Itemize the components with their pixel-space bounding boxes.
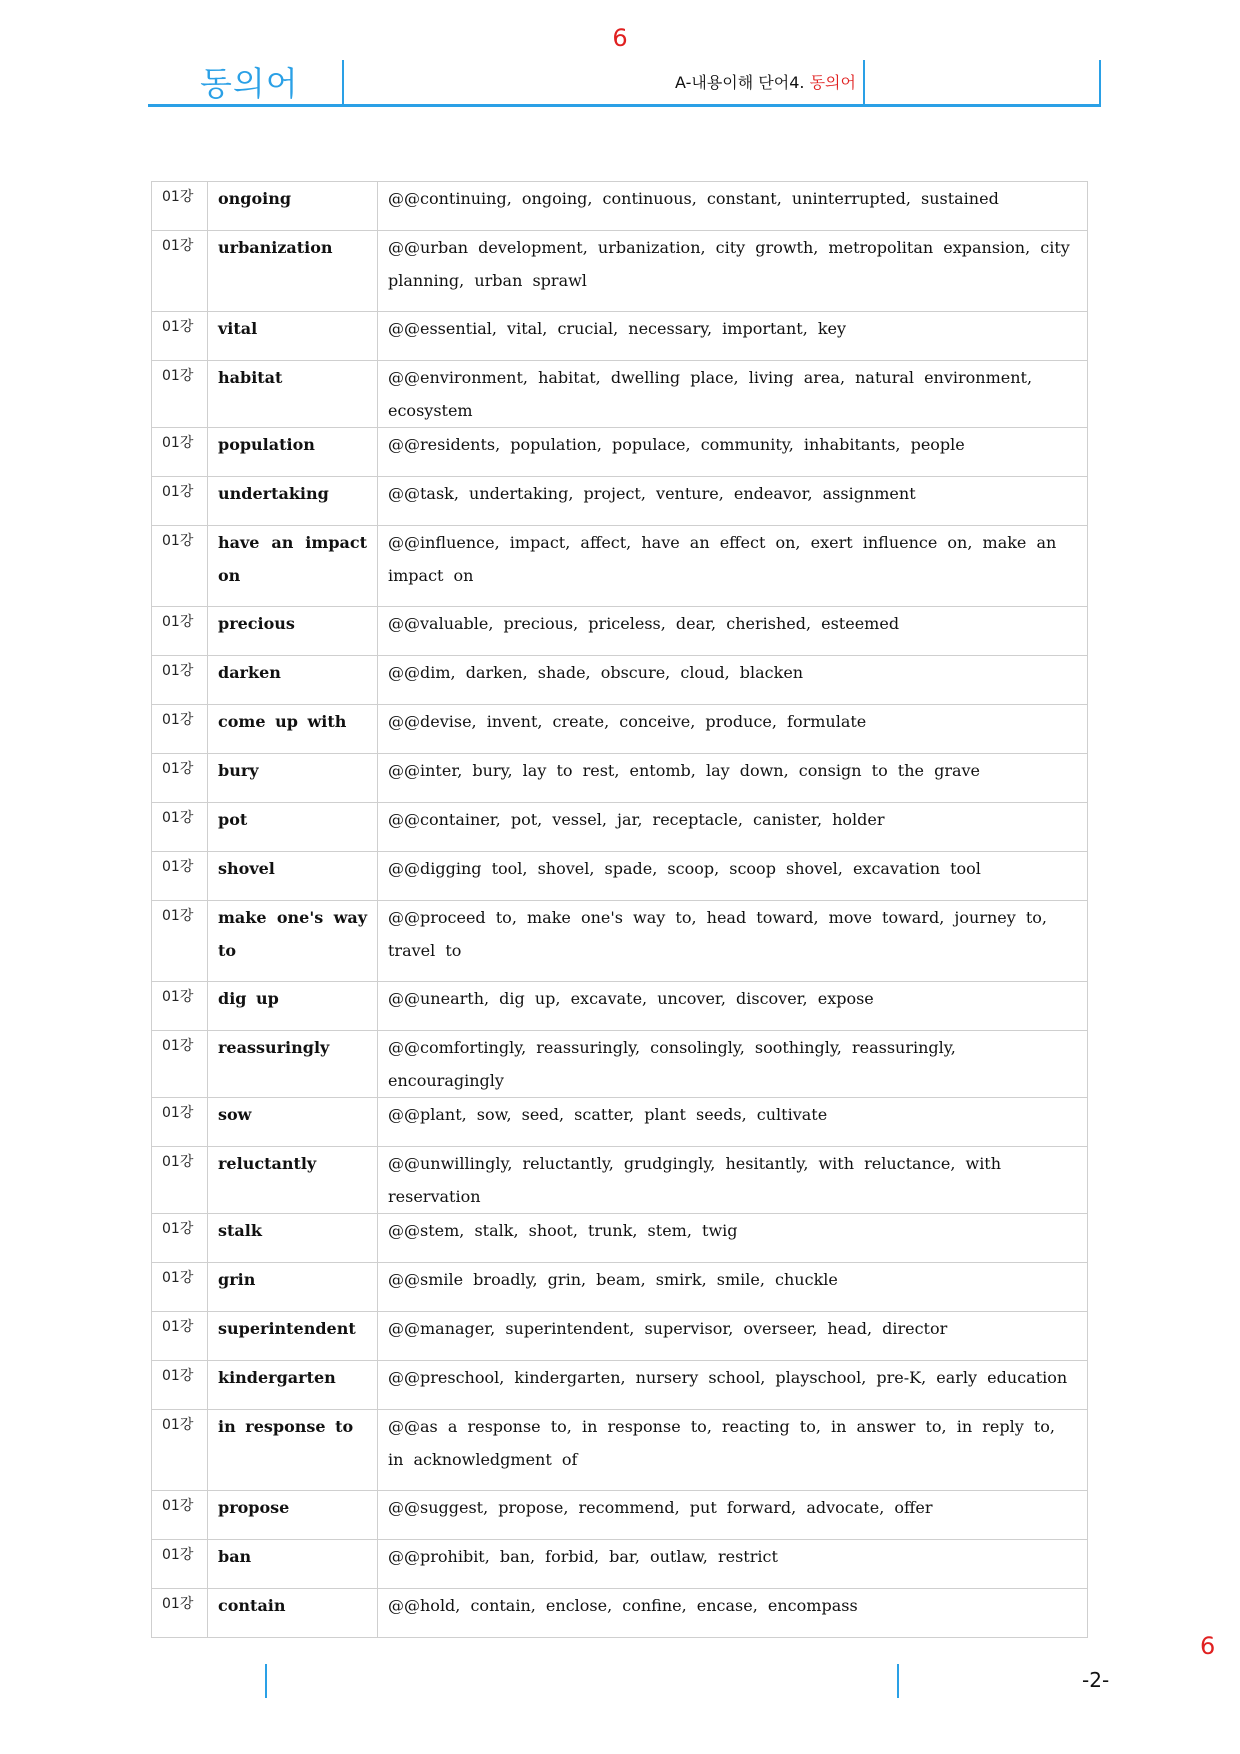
lesson-cell: 01강 [152, 705, 208, 754]
synonyms-cell: @@essential, vital, crucial, necessary, important, key [378, 312, 1088, 361]
synonyms-cell: @@prohibit, ban, forbid, bar, outlaw, restrict [378, 1540, 1088, 1589]
page-number-corner: 6 [1200, 1632, 1216, 1660]
table-row [152, 526, 1088, 607]
word-cell: reluctantly [208, 1147, 378, 1214]
table-row [152, 1147, 1088, 1214]
table-row [152, 1263, 1088, 1312]
table-row [152, 1312, 1088, 1361]
word-cell: bury [208, 754, 378, 803]
lesson-cell: 01강 [152, 1361, 208, 1410]
lesson-cell: 01강 [152, 1263, 208, 1312]
lesson-cell: 01강 [152, 361, 208, 428]
synonyms-cell: @@devise, invent, create, conceive, produce, formulate [378, 705, 1088, 754]
header-subtitle [508, 70, 1023, 93]
synonyms-cell: @@continuing, ongoing, continuous, constant, uninterrupted, sustained [378, 182, 1088, 231]
word-cell: population [208, 428, 378, 477]
table-row [152, 1031, 1088, 1098]
footer-page-label: -2- [1082, 1668, 1110, 1692]
table-row [152, 982, 1088, 1031]
table-row [152, 607, 1088, 656]
page-number-top: 6 [612, 24, 628, 52]
synonyms-cell: @@inter, bury, lay to rest, entomb, lay down, consign to the grave [378, 754, 1088, 803]
lesson-cell: 01강 [152, 1098, 208, 1147]
table-row [152, 1491, 1088, 1540]
word-cell: in response to [208, 1410, 378, 1491]
table-row [152, 1361, 1088, 1410]
lesson-cell: 01강 [152, 1589, 208, 1638]
lesson-cell: 01강 [152, 982, 208, 1031]
lesson-cell: 01강 [152, 477, 208, 526]
word-cell: sow [208, 1098, 378, 1147]
table-row [152, 852, 1088, 901]
word-cell: habitat [208, 361, 378, 428]
synonyms-cell: @@unearth, dig up, excavate, uncover, discover, expose [378, 982, 1088, 1031]
header-subtitle-main: A-내용이해 단어4. [675, 73, 805, 92]
synonyms-cell: @@hold, contain, enclose, confine, encase, encompass [378, 1589, 1088, 1638]
synonyms-cell: @@task, undertaking, project, venture, endeavor, assignment [378, 477, 1088, 526]
synonyms-cell: @@manager, superintendent, supervisor, overseer, head, director [378, 1312, 1088, 1361]
synonyms-cell: @@environment, habitat, dwelling place, living area, natural environment, ecosystem [378, 361, 1088, 428]
word-cell: undertaking [208, 477, 378, 526]
table-row [152, 656, 1088, 705]
lesson-cell: 01강 [152, 1031, 208, 1098]
table-row [152, 312, 1088, 361]
lesson-cell: 01강 [152, 312, 208, 361]
lesson-cell: 01강 [152, 1312, 208, 1361]
lesson-cell: 01강 [152, 803, 208, 852]
word-cell: urbanization [208, 231, 378, 312]
word-cell: stalk [208, 1214, 378, 1263]
lesson-cell: 01강 [152, 656, 208, 705]
lesson-cell: 01강 [152, 1214, 208, 1263]
synonyms-cell: @@influence, impact, affect, have an effect on, exert influence on, make an impact on [378, 526, 1088, 607]
word-cell: precious [208, 607, 378, 656]
header-title: 동의어 [200, 64, 299, 103]
word-cell: contain [208, 1589, 378, 1638]
synonym-table [151, 181, 1088, 1638]
word-cell: ban [208, 1540, 378, 1589]
header-divider [342, 60, 344, 104]
word-cell: kindergarten [208, 1361, 378, 1410]
word-cell: superintendent [208, 1312, 378, 1361]
table-row [152, 705, 1088, 754]
lesson-cell: 01강 [152, 754, 208, 803]
lesson-cell: 01강 [152, 1147, 208, 1214]
synonyms-cell: @@smile broadly, grin, beam, smirk, smile, chuckle [378, 1263, 1088, 1312]
table-row [152, 361, 1088, 428]
lesson-cell: 01강 [152, 231, 208, 312]
table-row [152, 182, 1088, 231]
synonyms-cell: @@residents, population, populace, community, inhabitants, people [378, 428, 1088, 477]
synonyms-cell: @@dim, darken, shade, obscure, cloud, blacken [378, 656, 1088, 705]
word-cell: have an impact on [208, 526, 378, 607]
word-cell: shovel [208, 852, 378, 901]
lesson-cell: 01강 [152, 1540, 208, 1589]
header-divider [1099, 60, 1101, 104]
synonyms-cell: @@suggest, propose, recommend, put forward, advocate, offer [378, 1491, 1088, 1540]
document-header [148, 58, 1101, 107]
lesson-cell: 01강 [152, 182, 208, 231]
synonyms-cell: @@comfortingly, reassuringly, consolingly, soothingly, reassuringly, encouragingly [378, 1031, 1088, 1098]
lesson-cell: 01강 [152, 607, 208, 656]
synonyms-cell: @@stem, stalk, shoot, trunk, stem, twig [378, 1214, 1088, 1263]
footer-divider [897, 1664, 899, 1698]
word-cell: darken [208, 656, 378, 705]
header-divider [863, 60, 865, 104]
lesson-cell: 01강 [152, 428, 208, 477]
lesson-cell: 01강 [152, 1410, 208, 1491]
lesson-cell: 01강 [152, 526, 208, 607]
word-cell: come up with [208, 705, 378, 754]
synonyms-cell: @@proceed to, make one's way to, head toward, move toward, journey to, travel to [378, 901, 1088, 982]
word-cell: pot [208, 803, 378, 852]
table-row [152, 231, 1088, 312]
synonyms-cell: @@preschool, kindergarten, nursery school, playschool, pre-K, early education [378, 1361, 1088, 1410]
word-cell: make one's way to [208, 901, 378, 982]
synonyms-cell: @@urban development, urbanization, city growth, metropolitan expansion, city planning, urban sprawl [378, 231, 1088, 312]
synonyms-cell: @@container, pot, vessel, jar, receptacle, canister, holder [378, 803, 1088, 852]
table-row [152, 428, 1088, 477]
synonyms-cell: @@unwillingly, reluctantly, grudgingly, hesitantly, with reluctance, with reservation [378, 1147, 1088, 1214]
word-cell: ongoing [208, 182, 378, 231]
footer-divider [265, 1664, 267, 1698]
word-cell: grin [208, 1263, 378, 1312]
synonyms-cell: @@valuable, precious, priceless, dear, cherished, esteemed [378, 607, 1088, 656]
lesson-cell: 01강 [152, 1491, 208, 1540]
table-row [152, 803, 1088, 852]
table-row [152, 1540, 1088, 1589]
table-row [152, 477, 1088, 526]
lesson-cell: 01강 [152, 901, 208, 982]
table-row [152, 1410, 1088, 1491]
table-row [152, 1589, 1088, 1638]
synonyms-cell: @@as a response to, in response to, reacting to, in answer to, in reply to, in acknowledgment of [378, 1410, 1088, 1491]
table-row [152, 1098, 1088, 1147]
word-cell: dig up [208, 982, 378, 1031]
table-row [152, 754, 1088, 803]
word-cell: reassuringly [208, 1031, 378, 1098]
word-cell: propose [208, 1491, 378, 1540]
word-cell: vital [208, 312, 378, 361]
table-row [152, 1214, 1088, 1263]
lesson-cell: 01강 [152, 852, 208, 901]
table-row [152, 901, 1088, 982]
synonyms-cell: @@digging tool, shovel, spade, scoop, scoop shovel, excavation tool [378, 852, 1088, 901]
synonyms-cell: @@plant, sow, seed, scatter, plant seeds, cultivate [378, 1098, 1088, 1147]
synonym-table-body [152, 182, 1088, 1638]
header-subtitle-highlight: 동의어 [809, 73, 856, 92]
